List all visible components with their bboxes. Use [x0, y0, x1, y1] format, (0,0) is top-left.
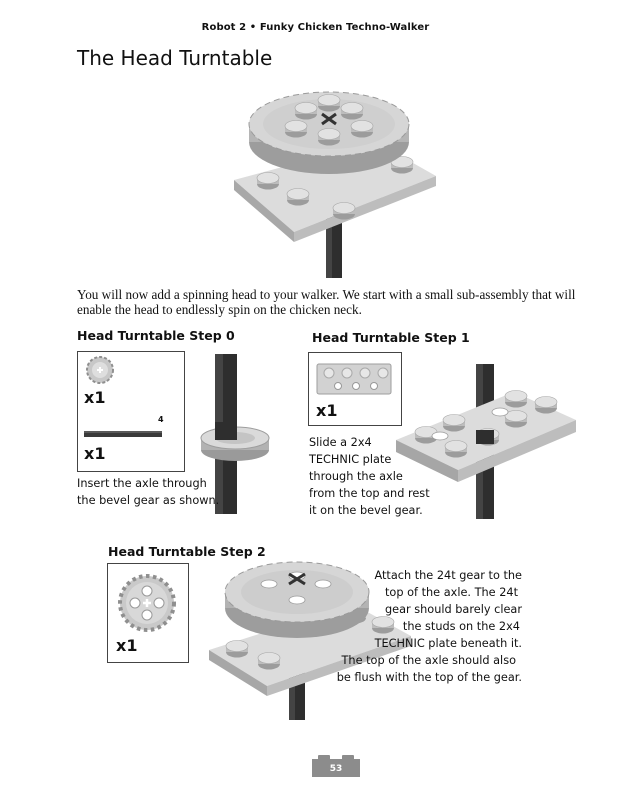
axle-icon — [84, 429, 164, 439]
intro-paragraph: You will now add a spinning head to your walker. We start with a small sub-assembly that will enable the head to endlessly spin on the chicken neck. — [77, 287, 576, 317]
running-head: Robot 2 • Funky Chicken Techno-Walker — [201, 22, 430, 33]
gear-24t-icon — [249, 92, 409, 174]
step-2-caption: Attach the 24t gear to the top of the axle. The 24t gear should barely clear the studs on the 2x4 TECHNIC plate beneath it. The top of the axle should also be flush with the top of the gear. — [336, 569, 522, 684]
step-1-caption: Slide a 2x4 TECHNIC plate through the axle from the top and rest it on the bevel gear. — [309, 436, 430, 517]
page-title: The Head Turntable — [77, 46, 273, 70]
gear-24t-icon — [117, 573, 177, 633]
axle-length-label: 4 — [158, 415, 164, 424]
step-1-heading: Head Turntable Step 1 — [312, 330, 470, 345]
step-0-heading: Head Turntable Step 0 — [77, 328, 235, 343]
step-1-parts-box — [308, 352, 402, 426]
technic-plate-2x4-icon — [315, 362, 395, 398]
step-0-part-1-qty: x1 — [84, 388, 106, 407]
step-2-parts-box — [107, 563, 189, 663]
step-2-part-1-qty: x1 — [116, 636, 138, 655]
step-0-caption: Insert the axle through the bevel gear as shown. — [77, 477, 220, 507]
main-assembly-illustration — [226, 80, 440, 280]
bevel-gear-icon — [85, 355, 115, 385]
step-0-part-2-qty: x1 — [84, 444, 106, 463]
step-2-heading: Head Turntable Step 2 — [108, 544, 266, 559]
page-number: 53 — [329, 764, 343, 774]
step-1-part-1-qty: x1 — [316, 401, 338, 420]
step-0-parts-box — [77, 351, 185, 472]
